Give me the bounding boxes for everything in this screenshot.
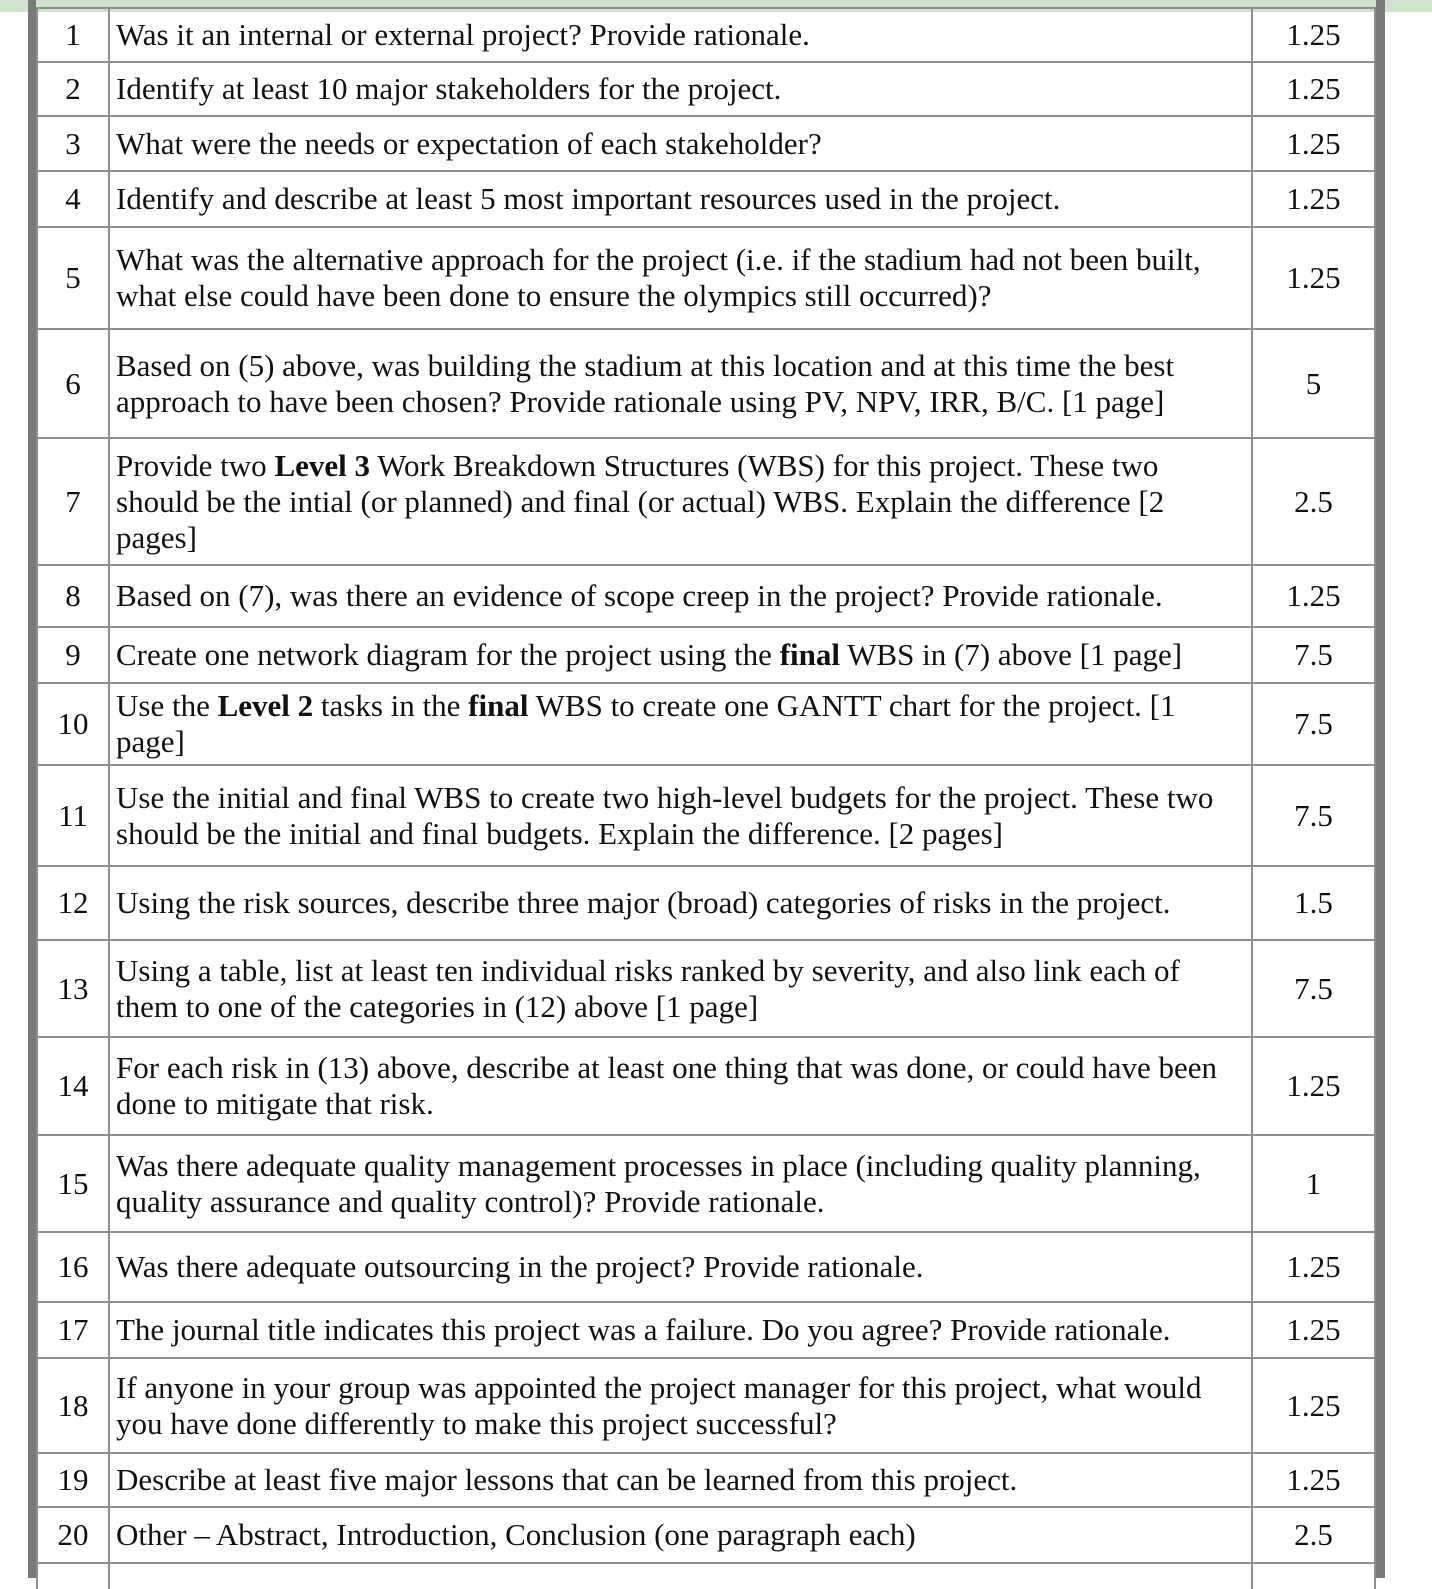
points-value: 1.25 bbox=[1252, 8, 1375, 62]
table-row bbox=[37, 940, 1375, 1037]
question-text bbox=[109, 565, 1252, 627]
table-row bbox=[37, 8, 1375, 62]
row-number: 19 bbox=[37, 1453, 109, 1507]
question-text bbox=[109, 765, 1252, 866]
text-segment: Using the risk sources, describe three major (broad) categories of risks in the project. bbox=[116, 885, 1171, 920]
table-row bbox=[37, 227, 1375, 329]
row-number: 13 bbox=[37, 940, 109, 1037]
left-border-bar bbox=[28, 0, 36, 1578]
text-segment: Provide two bbox=[116, 447, 275, 483]
points-value: 1.25 bbox=[1252, 62, 1375, 116]
text-segment: Using a table, list at least ten individual risks ranked by severity, and also link each of them to one of the categories in (12) above [1 page] bbox=[116, 952, 1180, 1024]
points-value: 1.25 bbox=[1252, 1302, 1375, 1358]
empty-cell bbox=[1252, 1563, 1375, 1589]
question-text bbox=[109, 1135, 1252, 1232]
points-value: 7.5 bbox=[1252, 765, 1375, 866]
text-segment: Use the bbox=[116, 688, 218, 723]
text-segment: Other – Abstract, Introduction, Conclusion (one paragraph each) bbox=[116, 1517, 916, 1552]
points-value: 1.25 bbox=[1252, 227, 1375, 329]
table-row bbox=[37, 1037, 1375, 1135]
table-row-partial bbox=[37, 1563, 1375, 1589]
text-segment: Use the initial and final WBS to create two high-level budgets for the project. These two should be the initial and final budgets. Explain the difference. [2 pages] bbox=[116, 779, 1214, 851]
table-row bbox=[37, 866, 1375, 940]
points-value: 1.25 bbox=[1252, 1453, 1375, 1507]
points-value: 1.25 bbox=[1252, 1232, 1375, 1302]
text-segment: What was the alternative approach for the project (i.e. if the stadium had not been built, what else could have been done to ensure the olympics still occurred)? bbox=[116, 242, 1201, 313]
points-value: 1.25 bbox=[1252, 171, 1375, 227]
row-number: 2 bbox=[37, 62, 109, 116]
text-segment: Identify and describe at least 5 most important resources used in the project. bbox=[116, 181, 1061, 216]
text-segment: What were the needs or expectation of each stakeholder? bbox=[116, 125, 822, 161]
text-segment: Was it an internal or external project? Provide rationale. bbox=[116, 17, 810, 52]
row-number: 9 bbox=[37, 627, 109, 683]
text-segment: Describe at least five major lessons that can be learned from this project. bbox=[116, 1462, 1018, 1497]
table-row bbox=[37, 171, 1375, 227]
points-value: 1.25 bbox=[1252, 1037, 1375, 1135]
points-value: 1.5 bbox=[1252, 866, 1375, 940]
rubric-table bbox=[36, 7, 1376, 1589]
points-value: 1.25 bbox=[1252, 116, 1375, 171]
points-value: 2.5 bbox=[1252, 438, 1375, 565]
table-row bbox=[37, 329, 1375, 438]
text-segment: Identify at least 10 major stakeholders for the project. bbox=[116, 71, 782, 106]
bold-term: final bbox=[468, 688, 529, 723]
points-value: 2.5 bbox=[1252, 1507, 1375, 1563]
table-row bbox=[37, 438, 1375, 565]
row-number: 15 bbox=[37, 1135, 109, 1232]
text-segment: Based on (7), was there an evidence of scope creep in the project? Provide rationale. bbox=[116, 578, 1163, 613]
row-number: 5 bbox=[37, 227, 109, 329]
table-row bbox=[37, 1302, 1375, 1358]
question-text bbox=[109, 1037, 1252, 1135]
row-number: 8 bbox=[37, 565, 109, 627]
text-segment: For each risk in (13) above, describe at least one thing that was done, or could have been done to mitigate that risk. bbox=[116, 1050, 1217, 1121]
points-value: 1.25 bbox=[1252, 1358, 1375, 1453]
text-segment: Was there adequate quality management processes in place (including quality planning, quality assurance and quality control)? Provide rationale. bbox=[116, 1147, 1201, 1219]
text-segment: Work Breakdown Structures (WBS) for this project. These two should be the intial (or planned) and final (or actual) WBS. Explain the difference [2 pages] bbox=[116, 447, 1165, 555]
row-number: 12 bbox=[37, 866, 109, 940]
row-number: 16 bbox=[37, 1232, 109, 1302]
row-number: 18 bbox=[37, 1358, 109, 1453]
points-value: 1 bbox=[1252, 1135, 1375, 1232]
question-text bbox=[109, 116, 1252, 171]
table-row bbox=[37, 1507, 1375, 1563]
points-value: 1.25 bbox=[1252, 565, 1375, 627]
points-value: 7.5 bbox=[1252, 627, 1375, 683]
row-number: 4 bbox=[37, 171, 109, 227]
bold-term: Level 3 bbox=[274, 447, 370, 483]
empty-cell bbox=[37, 1563, 109, 1589]
question-text bbox=[109, 1302, 1252, 1358]
question-text bbox=[109, 627, 1252, 683]
question-text bbox=[109, 62, 1252, 116]
text-segment: WBS in (7) above [1 page] bbox=[839, 637, 1183, 672]
question-text bbox=[109, 227, 1252, 329]
row-number: 3 bbox=[37, 116, 109, 171]
question-text bbox=[109, 171, 1252, 227]
points-value: 7.5 bbox=[1252, 940, 1375, 1037]
text-segment: If anyone in your group was appointed the project manager for this project, what would you have done differently to make this project successful? bbox=[116, 1369, 1202, 1441]
text-segment: Was there adequate outsourcing in the project? Provide rationale. bbox=[116, 1249, 924, 1284]
text-segment: Based on (5) above, was building the stadium at this location and at this time the best approach to have been chosen? Provide rationale using PV, NPV, IRR, B/C. [1 page] bbox=[116, 347, 1175, 419]
points-value: 5 bbox=[1252, 329, 1375, 438]
question-text bbox=[109, 940, 1252, 1037]
row-number: 14 bbox=[37, 1037, 109, 1135]
table-row bbox=[37, 1232, 1375, 1302]
text-segment: Create one network diagram for the project using the bbox=[116, 637, 780, 672]
row-number: 17 bbox=[37, 1302, 109, 1358]
question-text bbox=[109, 329, 1252, 438]
question-text bbox=[109, 8, 1252, 62]
bold-term: final bbox=[779, 637, 840, 672]
rubric-body bbox=[37, 8, 1375, 1589]
text-segment: WBS to create one GANTT chart for the project. [1 page] bbox=[116, 688, 1176, 759]
question-text bbox=[109, 1232, 1252, 1302]
question-text bbox=[109, 1358, 1252, 1453]
question-text bbox=[109, 683, 1252, 765]
text-segment: tasks in the bbox=[313, 688, 469, 723]
bold-term: Level 2 bbox=[217, 688, 314, 723]
row-number: 6 bbox=[37, 329, 109, 438]
table-row bbox=[37, 1453, 1375, 1507]
text-segment: The journal title indicates this project was a failure. Do you agree? Provide rationale. bbox=[116, 1312, 1171, 1347]
question-text bbox=[109, 1507, 1252, 1563]
table-row bbox=[37, 116, 1375, 171]
row-number: 20 bbox=[37, 1507, 109, 1563]
table-row bbox=[37, 765, 1375, 866]
row-number: 11 bbox=[37, 765, 109, 866]
row-number: 7 bbox=[37, 438, 109, 565]
question-text bbox=[109, 1453, 1252, 1507]
table-row bbox=[37, 1358, 1375, 1453]
table-row bbox=[37, 565, 1375, 627]
table-row bbox=[37, 683, 1375, 765]
question-text bbox=[109, 438, 1252, 565]
row-number: 10 bbox=[37, 683, 109, 765]
question-text bbox=[109, 866, 1252, 940]
table-row bbox=[37, 62, 1375, 116]
table-row bbox=[37, 627, 1375, 683]
empty-cell bbox=[109, 1563, 1252, 1589]
table-row bbox=[37, 1135, 1375, 1232]
row-number: 1 bbox=[37, 8, 109, 62]
points-value: 7.5 bbox=[1252, 683, 1375, 765]
right-border-bar bbox=[1376, 0, 1385, 1578]
